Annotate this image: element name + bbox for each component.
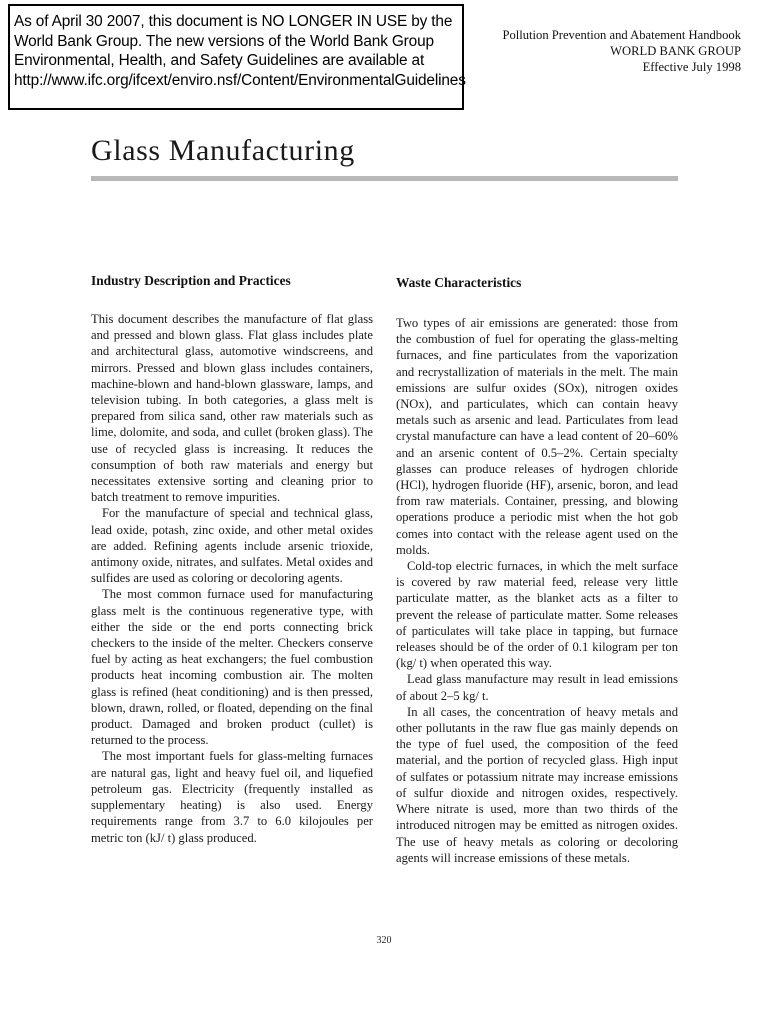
- industry-paragraph: This document describes the manufacture of flat glass and pressed and blown glass. Flat glass includes plate and architectural glass, automotive windscreens, and mirrors. Pressed and blown glass includes containers, machine-blown and hand-blown glassware, lamps, and television tubing. In both categories, a glass melt is prepared from silica sand, other raw materials such as lime, dolomite, and soda, and cullet (broken glass). The use of recycled glass is increasing. It reduces the consumption of both raw materials and energy but necessitates extensive sorting and cleaning prior to batch treatment to remove impurities.: [91, 312, 373, 505]
- obsolete-notice-box: As of April 30 2007, this document is NO LONGER IN USE by the World Bank Group. The new versions of the World Bank Group Environmental, Health, and Safety Guidelines are available at http://www.ifc.org/ifcext/enviro.nsf/Content/EnvironmentalGuidelines: [8, 4, 464, 110]
- industry-paragraph: The most common furnace used for manufacturing glass melt is the continuous regenerative type, with either the side or the end ports connecting brick checkers to the inside of the melter. Checkers conserve fuel by acting as heat exchangers; the fuel combustion products heat incoming combustion air. The molten glass is refined (heat conditioning) and is then pressed, blown, drawn, rolled, or floated, depending on the final product. Damaged and broken product (cullet) is returned to the process.: [91, 587, 373, 748]
- waste-paragraph: Cold-top electric furnaces, in which the melt surface is covered by raw material feed, release very little particulate matter, as the blanket acts as a filter to prevent the release of particulate matter. Some releases of particulates will take place in tapping, but furnace releases should be of the order of 0.1 kilogram per ton (kg/ t) when operated this way.: [396, 559, 678, 671]
- waste-paragraph: Lead glass manufacture may result in lead emissions of about 2–5 kg/ t.: [396, 672, 678, 703]
- running-header: [502, 27, 741, 75]
- industry-paragraph: The most important fuels for glass-melting furnaces are natural gas, light and heavy fuel oil, and liquefied petroleum gas. Electricity (frequently installed as supplementary heating) is also used. Energy requirements range from 3.7 to 6.0 kilojoules per metric ton (kJ/ t) glass produced.: [91, 749, 373, 845]
- effective-date: Effective July 1998: [642, 60, 741, 74]
- organization-name: WORLD BANK GROUP: [610, 44, 741, 58]
- handbook-name: Pollution Prevention and Abatement Handbook: [502, 28, 741, 42]
- waste-paragraph: Two types of air emissions are generated: those from the combustion of fuel for operating the glass-melting furnaces, and fine particulates from the vaporization and recrystallization of materials in the melt. The main emissions are sulfur oxides (SOx), nitrogen oxides (NOx), and particulates, which can contain heavy metals such as arsenic and lead. Particulates from lead crystal manufacture can have a lead content of 20–60% and an arsenic content of 0.5–2%. Certain specialty glasses can produce releases of hydrogen chloride (HCl), hydrogen fluoride (HF), arsenic, boron, and lead from raw materials. Container, pressing, and blowing operations produce a periodic mist when the hot gob comes into contact with the release agent used on the molds.: [396, 316, 678, 557]
- industry-description-column: [91, 272, 373, 846]
- document-title: Glass Manufacturing: [91, 134, 355, 167]
- waste-section-heading: Waste Characteristics: [396, 275, 522, 290]
- page-number: 320: [376, 935, 392, 946]
- title-divider: [91, 176, 678, 181]
- industry-section-heading: Industry Description and Practices: [91, 273, 291, 288]
- waste-paragraph: In all cases, the concentration of heavy metals and other pollutants in the raw flue gas mainly depends on the type of fuel used, the composition of the feed material, and the portion of recycled glass. High input of sulfates or potassium nitrate may increase emissions of sulfur dioxide and nitrogen oxides, respectively. Where nitrate is used, more than two thirds of the introduced nitrogen may be emitted as nitrogen oxides. The use of heavy metals as coloring or decoloring agents will increase emissions of these metals.: [396, 704, 678, 865]
- industry-paragraph: For the manufacture of special and technical glass, lead oxide, potash, zinc oxide, and other metal oxides are added. Refining agents include arsenic trioxide, antimony oxide, nitrates, and sulfates. Metal oxides and sulfides are used as coloring or decoloring agents.: [91, 506, 373, 586]
- waste-characteristics-column: [396, 272, 678, 866]
